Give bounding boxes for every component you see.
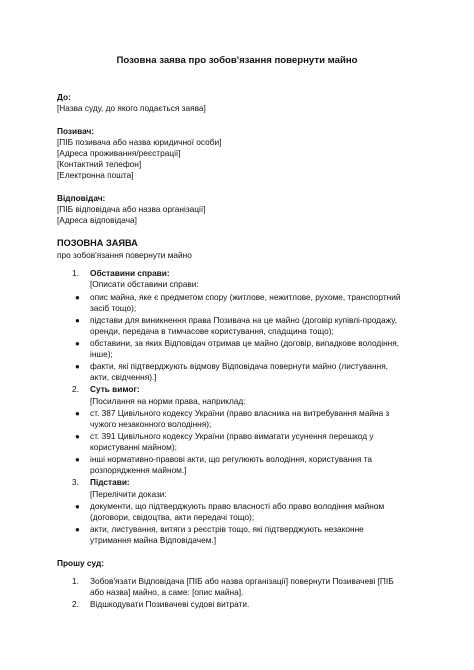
defendant-label: Відповідач: xyxy=(57,193,106,203)
bullet-icon: ● xyxy=(75,455,80,464)
bullet-icon: ● xyxy=(75,362,80,371)
bullet-line: обставини, за яких Відповідач отримав це майно (договір, випадкове володіння, xyxy=(90,338,400,348)
defendant-name: [ПІБ відповідача або назва організації] xyxy=(57,204,206,214)
request-line: Зобов'язати Відповідача [ПІБ або назва організації] повернути Позивачеві [ПІБ xyxy=(90,576,394,586)
court-name-placeholder: [Назва суду, до якого подається заява] xyxy=(57,103,206,113)
bullet-line: інше); xyxy=(90,349,113,359)
plaintiff-phone: [Контактний телефон] xyxy=(57,159,142,169)
bullet-line: факти, які підтверджують відмову Відповідача повернути майно (листування, xyxy=(90,361,388,371)
bullet-icon: ● xyxy=(75,502,80,511)
bullet-icon: ● xyxy=(75,339,80,348)
bullet-line: ст. 387 Цивільного кодексу України (право власника на витребування майна з xyxy=(90,408,390,418)
defendant-address: [Адреса відповідача] xyxy=(57,215,137,225)
bullet-icon: ● xyxy=(75,409,80,418)
bullet-line: опис майна, яке є предметом спору (житлове, нежитлове, рухоме, транспортний xyxy=(90,292,401,302)
bullet-line: документи, що підтверджують право власності або право володіння майном xyxy=(90,501,385,511)
plaintiff-name: [ПІБ позивача або назва юридичної особи] xyxy=(57,137,222,147)
bullet-line: чужого незаконного володіння); xyxy=(90,419,212,429)
request-number: 1. xyxy=(72,576,79,586)
to-label: До: xyxy=(57,92,71,102)
bullet-line: інші нормативно-правові акти, що регулюють володіння, користування та xyxy=(90,454,373,464)
plaintiff-address: [Адреса проживання/реєстрації] xyxy=(57,148,181,158)
bullet-line: оренди, передача в тимчасове користування, спадщина тощо); xyxy=(90,326,334,336)
bullet-line: ст. 391 Цивільного кодексу України (право вимагати усунення перешкод у xyxy=(90,431,374,441)
claim-heading: ПОЗОВНА ЗАЯВА xyxy=(57,238,138,248)
bullet-line: засіб тощо); xyxy=(90,303,137,313)
bullet-line: підстави для виникнення права Позивача на це майно (договір купівлі-продажу, xyxy=(90,315,397,325)
bullet-line: акти, свідчення).] xyxy=(90,372,157,382)
section-title: Суть вимог: xyxy=(90,384,140,394)
section-title: Обставини справи: xyxy=(90,268,170,278)
bullet-icon: ● xyxy=(75,525,80,534)
section-intro: [Посилання на норми права, наприклад: xyxy=(90,396,246,406)
bullet-icon: ● xyxy=(75,432,80,441)
section-title: Підстави: xyxy=(90,477,130,487)
bullet-line: розпорядження майном.] xyxy=(90,465,187,475)
request-line: Відшкодувати Позивачеві судові витрати. xyxy=(90,599,250,609)
section-intro: [Перелічити докази: xyxy=(90,489,167,499)
document-title: Позовна заява про зобов'язання повернути майно xyxy=(116,55,358,66)
plaintiff-email: [Електронна пошта] xyxy=(57,170,134,180)
section-intro: [Описати обставини справи: xyxy=(90,279,199,289)
section-number: 3. xyxy=(72,477,79,487)
request-line: або назва] майно, а саме: [опис майна]. xyxy=(90,587,244,597)
request-number: 2. xyxy=(72,599,79,609)
bullet-line: (договори, свідоцтва, акти передачі тощо); xyxy=(90,512,255,522)
plaintiff-label: Позивач: xyxy=(57,126,95,136)
claim-subheading: про зобов'язання повернути майно xyxy=(57,250,192,260)
bullet-icon: ● xyxy=(75,293,80,302)
bullet-icon: ● xyxy=(75,316,80,325)
bullet-line: користуванні майном); xyxy=(90,442,177,452)
bullet-line: акти, листування, витяги з реєстрів тощо, які підтверджують незаконне xyxy=(90,524,364,534)
request-label: Прошу суд: xyxy=(57,558,104,568)
section-number: 2. xyxy=(72,384,79,394)
bullet-line: утримання майна Відповідачем.] xyxy=(90,535,217,545)
section-number: 1. xyxy=(72,268,79,278)
